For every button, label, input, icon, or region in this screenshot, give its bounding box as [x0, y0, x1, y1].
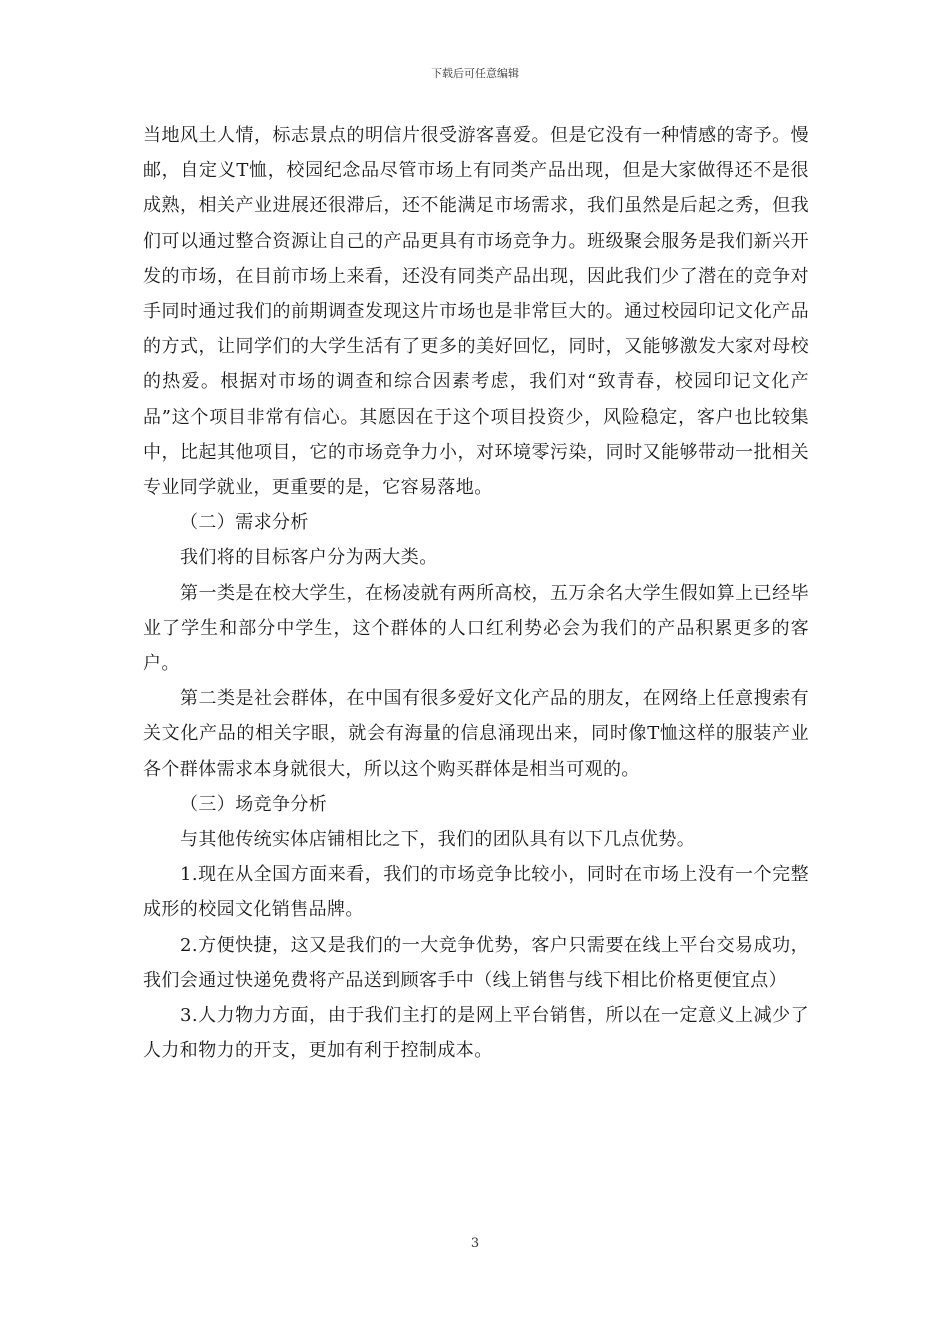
section-heading-competition-analysis: （三）场竞争分析 — [180, 793, 328, 815]
list-item-advantage-3: 3.人力物力方面，由于我们主打的是网上平台销售，所以在一定意义上减少了人力和物力的开支，更加有利于控制成本。 — [143, 1005, 809, 1062]
paragraph-target-customers: 我们将的目标客户分为两大类。 — [180, 547, 438, 569]
paragraph-customer-type-2: 第二类是社会群体，在中国有很多爱好文化产品的朋友，在网络上任意搜索有关文化产品的相关字眼，就会有海量的信息涌现出来，同时像T恤这样的服装产业各个群体需求本身就很大，所以这个购买群体是相当可观的。 — [143, 688, 809, 780]
section-heading-demand-analysis: （二）需求分析 — [180, 512, 309, 534]
paragraph-market-overview: 当地风土人情，标志景点的明信片很受游客喜爱。但是它没有一种情感的寄予。慢邮，自定义T恤，校园纪念品尽管市场上有同类产品出现，但是大家做得还不是很成熟，相关产业进展还很滞后，还不能满足市场需求，我们虽然是后起之秀，但我们可以通过整合资源让自己的产品更具有市场竞争力。班级聚会服务是我们新兴开发的市场，在目前市场上来看，还没有同类产品出现，因此我们少了潜在的竞争对手同时通过我们的前期调查发现这片市场也是非常巨大的。通过校园印记文化产品的方式，让同学们的大学生活有了更多的美好回忆，同时，又能够激发大家对母校的热爱。根据对市场的调查和综合因素考虑，我们对“致青春，校园印记文化产品”这个项目非常有信心。其愿因在于这个项目投资少，风险稳定，客户也比较集中，比起其他项目，它的市场竞争力小，对环境零污染，同时又能够带动一批相关专业同学就业，更重要的是，它容易落地。 — [143, 125, 809, 499]
paragraph-customer-type-1: 第一类是在校大学生，在杨凌就有两所高校，五万余名大学生假如算上已经毕业了学生和部分中学生，这个群体的人口红利势必会为我们的产品积累更多的客户。 — [143, 582, 809, 675]
list-item-advantage-2: 2.方便快捷，这又是我们的一大竞争优势，客户只需要在线上平台交易成功，我们会通过快递免费将产品送到顾客手中（线上销售与线下相比价格更便宜点） — [143, 934, 809, 991]
document-body — [143, 118, 809, 1068]
paragraph-advantages-intro: 与其他传统实体店铺相比之下，我们的团队具有以下几点优势。 — [180, 829, 696, 851]
page-number: 3 — [470, 1236, 480, 1251]
list-item-advantage-1: 1.现在从全国方面来看，我们的市场竞争比较小，同时在市场上没有一个完整成形的校园文化销售品牌。 — [143, 864, 809, 921]
page-header: 下载后可任意编辑 — [431, 67, 519, 80]
